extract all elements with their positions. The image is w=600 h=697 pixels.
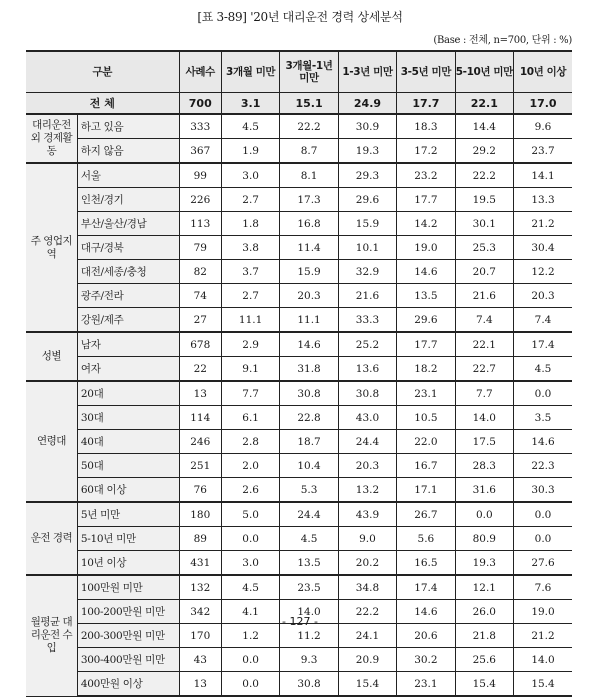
cell: 21.8 <box>455 624 513 648</box>
cell: 9.0 <box>338 527 396 551</box>
table-row <box>26 212 572 236</box>
header-col: 5-10년 미만 <box>455 51 513 93</box>
cell: 24.1 <box>338 624 396 648</box>
cell: 17.4 <box>514 332 572 357</box>
cell: 33.3 <box>338 308 396 333</box>
row-label: 인천/경기 <box>77 188 179 212</box>
cell: 23.2 <box>397 163 455 188</box>
cell: 22.0 <box>397 430 455 454</box>
table-row <box>26 381 572 406</box>
cell: 3.1 <box>221 93 279 115</box>
table-row <box>26 648 572 672</box>
cell: 17.2 <box>397 139 455 164</box>
cell: 0.0 <box>221 672 279 697</box>
cell: 700 <box>179 93 221 115</box>
row-label: 20대 <box>77 381 179 406</box>
cell: 22.1 <box>455 332 513 357</box>
cell: 1.8 <box>221 212 279 236</box>
group-label: 운전 경력 <box>26 502 77 575</box>
cell: 21.6 <box>455 284 513 308</box>
cell: 20.6 <box>397 624 455 648</box>
cell: 2.7 <box>221 188 279 212</box>
row-label: 여자 <box>77 357 179 382</box>
cell: 2.9 <box>221 332 279 357</box>
cell: 0.0 <box>514 381 572 406</box>
cell: 17.1 <box>397 478 455 503</box>
header-col: 10년 이상 <box>514 51 572 93</box>
cell: 27 <box>179 308 221 333</box>
cell: 21.2 <box>514 624 572 648</box>
row-label: 하지 않음 <box>77 139 179 164</box>
cell: 19.0 <box>514 600 572 624</box>
row-label: 대전/세종/충청 <box>77 260 179 284</box>
cell: 13 <box>179 672 221 697</box>
cell: 7.4 <box>514 308 572 333</box>
header-col: 1-3년 미만 <box>338 51 396 93</box>
cell: 14.6 <box>397 600 455 624</box>
cell: 9.3 <box>280 648 338 672</box>
row-label: 40대 <box>77 430 179 454</box>
row-label: 남자 <box>77 332 179 357</box>
table-title: [표 3-89] '20년 대리운전 경력 상세분석 <box>197 10 403 24</box>
cell: 246 <box>179 430 221 454</box>
cell: 8.7 <box>280 139 338 164</box>
cell: 30.9 <box>338 114 396 139</box>
cell: 5.0 <box>221 502 279 527</box>
cell: 19.3 <box>455 551 513 576</box>
base-note: (Base : 전체, n=700, 단위 : %) <box>433 35 572 46</box>
cell: 7.4 <box>455 308 513 333</box>
cell: 17.5 <box>455 430 513 454</box>
cell: 9.1 <box>221 357 279 382</box>
cell: 26.0 <box>455 600 513 624</box>
cell: 226 <box>179 188 221 212</box>
row-label: 100만원 미만 <box>77 575 179 600</box>
cell: 30.2 <box>397 648 455 672</box>
cell: 13.5 <box>280 551 338 576</box>
cell: 11.1 <box>221 308 279 333</box>
cell: 1.2 <box>221 624 279 648</box>
cell: 23.7 <box>514 139 572 164</box>
cell: 10.5 <box>397 406 455 430</box>
cell: 79 <box>179 236 221 260</box>
cell: 23.5 <box>280 575 338 600</box>
cell: 30.8 <box>338 381 396 406</box>
cell: 32.9 <box>338 260 396 284</box>
cell: 22 <box>179 357 221 382</box>
cell: 15.4 <box>514 672 572 697</box>
cell: 29.2 <box>455 139 513 164</box>
cell: 80.9 <box>455 527 513 551</box>
cell: 25.3 <box>455 236 513 260</box>
cell: 30.3 <box>514 478 572 503</box>
cell: 30.8 <box>280 672 338 697</box>
cell: 15.9 <box>280 260 338 284</box>
cell: 15.4 <box>455 672 513 697</box>
cell: 0.0 <box>514 502 572 527</box>
cell: 14.0 <box>514 648 572 672</box>
cell: 43 <box>179 648 221 672</box>
cell: 19.0 <box>397 236 455 260</box>
cell: 14.6 <box>280 332 338 357</box>
cell: 13.3 <box>514 188 572 212</box>
cell: 132 <box>179 575 221 600</box>
cell: 99 <box>179 163 221 188</box>
header-col: 3개월-1년 미만 <box>280 51 338 93</box>
cell: 25.6 <box>455 648 513 672</box>
cell: 2.8 <box>221 430 279 454</box>
cell: 678 <box>179 332 221 357</box>
cell: 22.1 <box>455 93 513 115</box>
total-row <box>26 93 572 115</box>
table-row <box>26 454 572 478</box>
cell: 43.0 <box>338 406 396 430</box>
table-row <box>26 284 572 308</box>
cell: 28.3 <box>455 454 513 478</box>
career-analysis-table <box>26 50 572 697</box>
cell: 17.4 <box>397 575 455 600</box>
table-row <box>26 139 572 164</box>
cell: 31.6 <box>455 478 513 503</box>
table-row <box>26 332 572 357</box>
cell: 17.7 <box>397 93 455 115</box>
cell: 25.2 <box>338 332 396 357</box>
cell: 3.8 <box>221 236 279 260</box>
cell: 6.1 <box>221 406 279 430</box>
cell: 14.1 <box>514 163 572 188</box>
row-label: 강원/제주 <box>77 308 179 333</box>
cell: 29.3 <box>338 163 396 188</box>
cell: 13.6 <box>338 357 396 382</box>
cell: 0.0 <box>221 527 279 551</box>
cell: 34.8 <box>338 575 396 600</box>
cell: 11.2 <box>280 624 338 648</box>
group-label: 월평균 대리운전 수입 <box>26 575 77 696</box>
cell: 29.6 <box>338 188 396 212</box>
group-label: 대리운전 외 경제활동 <box>26 114 77 163</box>
cell: 27.6 <box>514 551 572 576</box>
cell: 16.7 <box>397 454 455 478</box>
table-row <box>26 478 572 503</box>
cell: 21.6 <box>338 284 396 308</box>
cell: 13.2 <box>338 478 396 503</box>
table-row <box>26 163 572 188</box>
cell: 24.4 <box>280 502 338 527</box>
cell: 22.2 <box>280 114 338 139</box>
cell: 3.0 <box>221 551 279 576</box>
cell: 170 <box>179 624 221 648</box>
cell: 14.6 <box>397 260 455 284</box>
cell: 113 <box>179 212 221 236</box>
cell: 2.0 <box>221 454 279 478</box>
cell: 0.0 <box>221 648 279 672</box>
cell: 43.9 <box>338 502 396 527</box>
row-label: 60대 이상 <box>77 478 179 503</box>
header-category: 구분 <box>26 51 179 93</box>
row-label: 100-200만원 미만 <box>77 600 179 624</box>
cell: 12.1 <box>455 575 513 600</box>
table-row <box>26 308 572 333</box>
table-row <box>26 236 572 260</box>
cell: 30.4 <box>514 236 572 260</box>
cell: 14.0 <box>455 406 513 430</box>
cell: 5.3 <box>280 478 338 503</box>
cell: 82 <box>179 260 221 284</box>
cell: 23.1 <box>397 381 455 406</box>
cell: 0.0 <box>514 527 572 551</box>
cell: 4.1 <box>221 600 279 624</box>
cell: 333 <box>179 114 221 139</box>
cell: 367 <box>179 139 221 164</box>
cell: 10.4 <box>280 454 338 478</box>
cell: 10.1 <box>338 236 396 260</box>
cell: 4.5 <box>221 575 279 600</box>
cell: 20.9 <box>338 648 396 672</box>
row-label: 5년 미만 <box>77 502 179 527</box>
cell: 24.4 <box>338 430 396 454</box>
cell: 31.8 <box>280 357 338 382</box>
group-label: 성별 <box>26 332 77 381</box>
cell: 14.0 <box>280 600 338 624</box>
cell: 4.5 <box>280 527 338 551</box>
cell: 30.1 <box>455 212 513 236</box>
cell: 3.7 <box>221 260 279 284</box>
row-label: 400만원 이상 <box>77 672 179 697</box>
row-label: 대구/경북 <box>77 236 179 260</box>
table-row <box>26 430 572 454</box>
cell: 13.5 <box>397 284 455 308</box>
cell: 7.7 <box>221 381 279 406</box>
row-label: 30대 <box>77 406 179 430</box>
cell: 9.6 <box>514 114 572 139</box>
cell: 20.3 <box>338 454 396 478</box>
row-label: 300-400만원 미만 <box>77 648 179 672</box>
cell: 251 <box>179 454 221 478</box>
table-row <box>26 551 572 576</box>
cell: 0.0 <box>455 502 513 527</box>
group-label: 주 영업지역 <box>26 163 77 332</box>
cell: 21.2 <box>514 212 572 236</box>
row-label: 200-300만원 미만 <box>77 624 179 648</box>
cell: 24.9 <box>338 93 396 115</box>
header-col: 3개월 미만 <box>221 51 279 93</box>
cell: 2.7 <box>221 284 279 308</box>
cell: 114 <box>179 406 221 430</box>
table-row <box>26 575 572 600</box>
cell: 14.2 <box>397 212 455 236</box>
cell: 11.4 <box>280 236 338 260</box>
cell: 22.7 <box>455 357 513 382</box>
cell: 4.5 <box>221 114 279 139</box>
cell: 23.1 <box>397 672 455 697</box>
cell: 30.8 <box>280 381 338 406</box>
cell: 4.5 <box>514 357 572 382</box>
cell: 12.2 <box>514 260 572 284</box>
cell: 20.2 <box>338 551 396 576</box>
total-label: 전 체 <box>26 93 179 115</box>
cell: 22.8 <box>280 406 338 430</box>
cell: 29.6 <box>397 308 455 333</box>
cell: 22.3 <box>514 454 572 478</box>
cell: 17.3 <box>280 188 338 212</box>
row-label: 50대 <box>77 454 179 478</box>
table-row <box>26 527 572 551</box>
row-label: 부산/울산/경남 <box>77 212 179 236</box>
cell: 76 <box>179 478 221 503</box>
cell: 26.7 <box>397 502 455 527</box>
cell: 11.1 <box>280 308 338 333</box>
cell: 20.3 <box>514 284 572 308</box>
cell: 74 <box>179 284 221 308</box>
cell: 20.7 <box>455 260 513 284</box>
cell: 14.6 <box>514 430 572 454</box>
cell: 3.5 <box>514 406 572 430</box>
header-row <box>26 51 572 93</box>
cell: 17.0 <box>514 93 572 115</box>
cell: 18.2 <box>397 357 455 382</box>
cell: 3.0 <box>221 163 279 188</box>
cell: 19.3 <box>338 139 396 164</box>
cell: 1.9 <box>221 139 279 164</box>
cell: 22.2 <box>455 163 513 188</box>
page-number: - 127 - <box>282 615 318 628</box>
row-label: 하고 있음 <box>77 114 179 139</box>
cell: 13 <box>179 381 221 406</box>
row-label: 5-10년 미만 <box>77 527 179 551</box>
cell: 15.9 <box>338 212 396 236</box>
cell: 20.3 <box>280 284 338 308</box>
cell: 17.7 <box>397 188 455 212</box>
cell: 15.1 <box>280 93 338 115</box>
table-row <box>26 114 572 139</box>
row-label: 광주/전라 <box>77 284 179 308</box>
cell: 14.4 <box>455 114 513 139</box>
cell: 7.6 <box>514 575 572 600</box>
cell: 16.8 <box>280 212 338 236</box>
cell: 22.2 <box>338 600 396 624</box>
cell: 18.3 <box>397 114 455 139</box>
cell: 431 <box>179 551 221 576</box>
cell: 8.1 <box>280 163 338 188</box>
table-row <box>26 406 572 430</box>
cell: 16.5 <box>397 551 455 576</box>
cell: 89 <box>179 527 221 551</box>
table-row <box>26 260 572 284</box>
table-row <box>26 357 572 382</box>
cell: 180 <box>179 502 221 527</box>
cell: 17.7 <box>397 332 455 357</box>
cell: 7.7 <box>455 381 513 406</box>
table-row <box>26 672 572 697</box>
table-row <box>26 502 572 527</box>
cell: 342 <box>179 600 221 624</box>
group-label: 연령대 <box>26 381 77 502</box>
row-label: 10년 이상 <box>77 551 179 576</box>
header-col: 사례수 <box>179 51 221 93</box>
cell: 19.5 <box>455 188 513 212</box>
header-col: 3-5년 미만 <box>397 51 455 93</box>
cell: 5.6 <box>397 527 455 551</box>
cell: 15.4 <box>338 672 396 697</box>
cell: 2.6 <box>221 478 279 503</box>
cell: 18.7 <box>280 430 338 454</box>
table-row <box>26 188 572 212</box>
row-label: 서울 <box>77 163 179 188</box>
